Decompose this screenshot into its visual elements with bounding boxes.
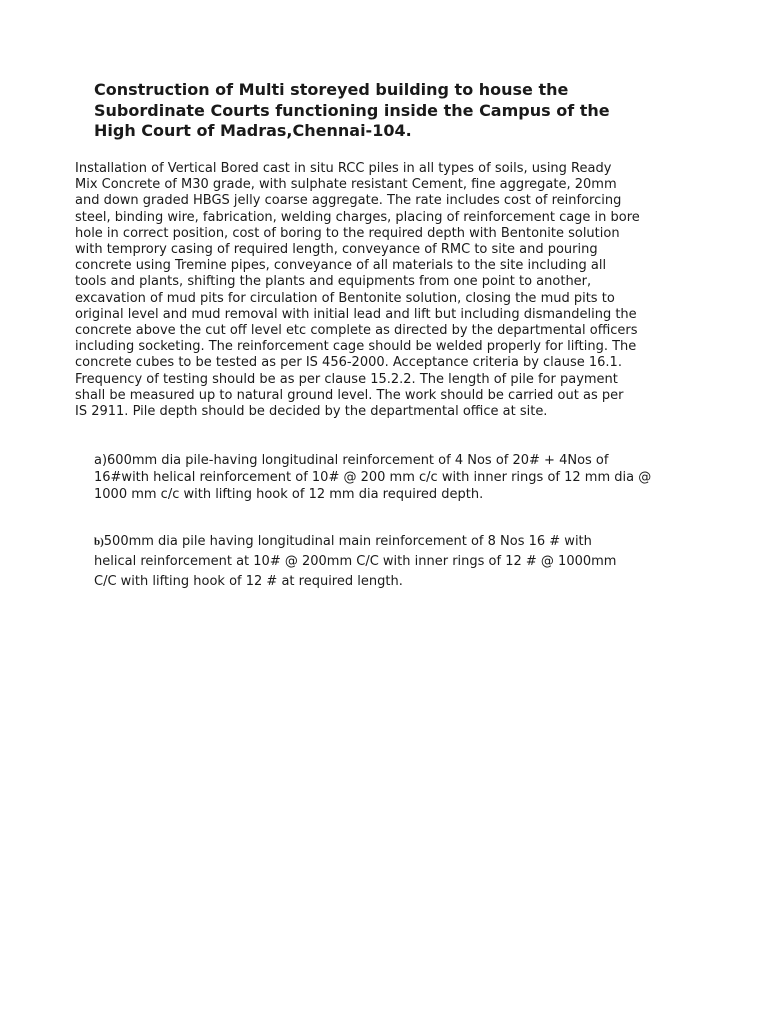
item-b-text: 500mm dia pile having longitudinal main reinforcement of 8 Nos 16 # with helical reinforcement at 10# @ 200mm C/C with inner rings of 12 # @ 1000mm C/C with lifting hook of 12 # at required length. — [94, 534, 617, 589]
item-b-label: b) — [94, 536, 104, 548]
document-title: Construction of Multi storeyed building to house the Subordinate Courts functioning inside the Campus of the High Court of Madras,Chennai-104. — [94, 80, 610, 140]
item-b-spec — [94, 532, 734, 592]
item-a-spec: a)600mm dia pile-having longitudinal reinforcement of 4 Nos of 20# + 4Nos of 16#with helical reinforcement of 10# @ 200 mm c/c with inner rings of 12 mm dia @ 1000 mm c/c with lifting hook of 12 mm dia required depth. — [94, 453, 652, 502]
specification-paragraph: Installation of Vertical Bored cast in situ RCC piles in all types of soils, using Ready Mix Concrete of M30 grade, with sulphate resistant Cement, fine aggregate, 20mm and down graded HBGS jelly coarse aggregate. The rate includes cost of reinforcing steel, binding wire, fabrication, welding charges, placing of reinforcement cage in bore hole in correct position, cost of boring to the required depth with Bentonite solution with temprory casing of required length, conveyance of RMC to site and pouring concrete using Tremine pipes, conveyance of all materials to the site including all tools and plants, shifting the plants and equipments from one point to another, excavation of mud pits for circulation of Bentonite solution, closing the mud pits to original level and mud removal with initial lead and lift but including dismandeling the concrete above the cut off level etc complete as directed by the departmental officers including socketing. The reinforcement cage should be welded properly for lifting. The concrete cubes to be tested as per IS 456-2000. Acceptance criteria by clause 16.1. Frequency of testing should be as per clause 15.2.2. The length of pile for payment shall be measured up to natural ground level. The work should be carried out as per IS 2911. Pile depth should be decided by the departmental office at site. — [75, 161, 640, 420]
